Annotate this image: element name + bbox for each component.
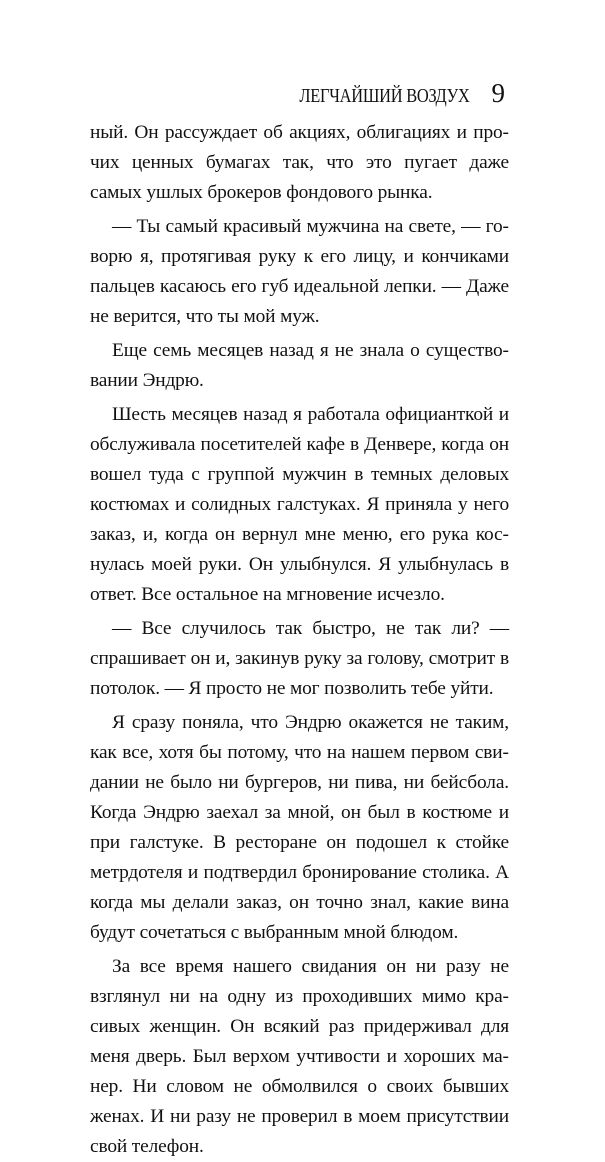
paragraph: Шесть месяцев назад я работала официанткой и обслуживала посетителей кафе в Денвере, когда он вошел туда с группой мужчин в темных деловых костюмах и солидных галстуках. Я приняла у него заказ, и, когда он вернул мне меню, его рука коснулась моей руки. Он улыбнулся. Я улыбнулась в ответ. Все остальное на мгновение исчезло. (90, 404, 509, 605)
paragraph: Я сразу поняла, что Эндрю окажется не таким, как все, хотя бы потому, что на нашем первом свидании не было ни бургеров, ни пива, ни бейсбола. Когда Эндрю заехал за мной, он был в костюме и при галстуке. В ресторане он подошел к стойке метрдотеля и подтвердил бронирование столика. А когда мы делали заказ, он точно знал, какие вина будут сочетаться с выбранным мной блюдом. (90, 712, 509, 943)
paragraph: ный. Он рассуждает об акциях, облигациях и прочих ценных бумагах так, что это пугает даже самых ушлых брокеров фондового рынка. (90, 122, 509, 203)
running-header (262, 78, 505, 109)
paragraph: — Все случилось так быстро, не так ли? — спрашивает он и, закинув руку за голову, смотрит в потолок. — Я просто не мог позволить тебе уйти. (90, 618, 509, 699)
paragraph: Еще семь месяцев назад я не знала о существовании Эндрю. (90, 340, 509, 391)
paragraph: — Ты самый красивый мужчина на свете, — говорю я, протягивая руку к его лицу, и кончиками пальцев касаюсь его губ идеальной лепки. — Даже не верится, что ты мой муж. (90, 216, 509, 327)
running-title: ЛЕГЧАЙШИЙ ВОЗДУХ (299, 85, 470, 107)
body-text (90, 118, 509, 1162)
paragraph: За все время нашего свидания он ни разу не взглянул ни на одну из проходивших мимо красивых женщин. Он всякий раз придерживал для меня дверь. Был верхом учтивости и хороших манер. Ни словом не обмолвился о своих бывших женах. И ни разу не проверил в моем присутствии свой телефон. (90, 956, 509, 1157)
page-number: 9 (491, 78, 505, 108)
